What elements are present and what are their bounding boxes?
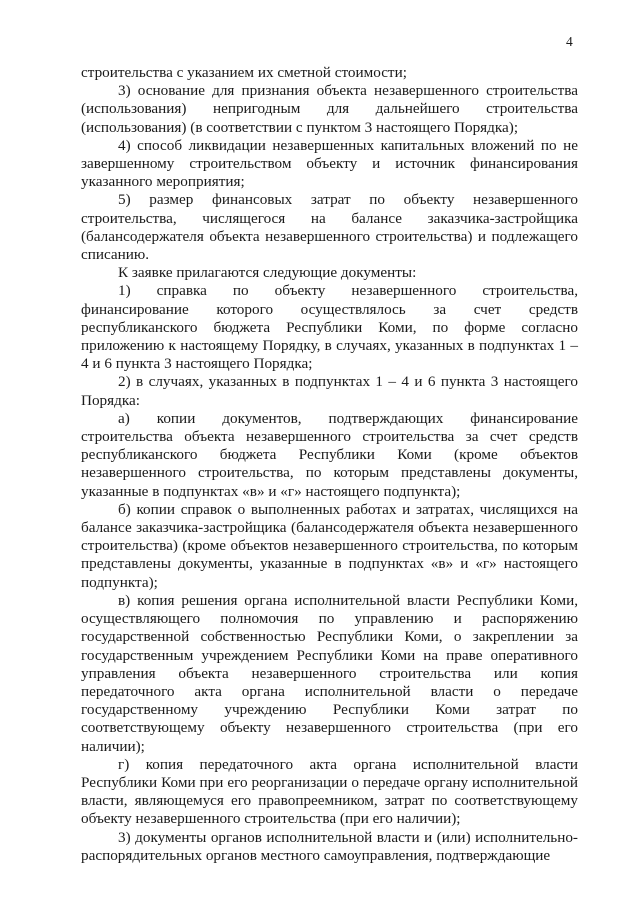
paragraph-attachments-intro: К заявке прилагаются следующие документы: [118,264,417,282]
document-body [81,64,578,865]
paragraph-subitem-a: а) копии документов, подтверждающих финансирование строительства объекта незавершенного строительства за счет средств республиканского бюджета Республики Коми (кроме объектов незавершенного строительства, по которым представлены документы, указанные в подпунктах «в» и «г» настоящего подпункта); [81,409,578,500]
page-number: 4 [566,34,573,49]
paragraph-attachment-1: 1) справка по объекту незавершенного строительства, финансирование которого осуществлялось за счет средств республиканского бюджета Республики Коми, по форме согласно приложению к настоящему Порядку, в случаях, указанных в подпунктах 1 – 4 и 6 пункта 3 настоящего Порядка; [81,282,578,373]
paragraph-attachment-2: 2) в случаях, указанных в подпунктах 1 – 4 и 6 пункта 3 настоящего Порядка: [81,373,578,409]
paragraph-subitem-g: г) копия передаточного акта органа исполнительной власти Республики Коми при его реорганизации о передаче органу исполнительной власти, являющемуся его правопреемником, затрат по соответствующему объекту незавершенного строительства (при его наличии); [81,755,578,828]
paragraph-subitem-v: в) копия решения органа исполнительной власти Республики Коми, осуществляющего полномочия по управлению и распоряжению государственной собственностью Республики Коми, о закреплении за государственным учреждением Республики Коми на праве оперативного управления объекта незавершенного строительства или копия передаточного акта органа исполнительной власти о передаче государственному учреждению Республики Коми затрат по соответствующему объекту незавершенного строительства (при его наличии); [81,591,578,755]
paragraph-item-5-costs: 5) размер финансовых затрат по объекту незавершенного строительства, числящегося на балансе заказчика-застройщика (балансодержателя объекта незавершенного строительства) и подлежащего списанию. [81,191,578,264]
paragraph-subitem-b: б) копии справок о выполненных работах и затратах, числящихся на балансе заказчика-застройщика (балансодержателя объекта незавершенного строительства) (кроме объектов незавершенного строительства, по которым представлены документы, указанные в подпунктах «в» и «г» настоящего подпункта); [81,500,578,591]
paragraph-item-3-basis: 3) основание для признания объекта незавершенного строительства (использования) непригодным для дальнейшего строительства (использования) (в соответствии с пунктом 3 настоящего Порядка); [81,82,578,136]
paragraph-attachment-3: 3) документы органов исполнительной власти и (или) исполнительно-распорядительных органов местного самоуправления, подтверждающие [81,828,578,864]
paragraph-item-4-liquidation: 4) способ ликвидации незавершенных капитальных вложений по не завершенному строительством объекту и источник финансирования указанного мероприятия; [81,136,578,191]
paragraph-continuation: строительства с указанием их сметной стоимости; [81,64,407,81]
